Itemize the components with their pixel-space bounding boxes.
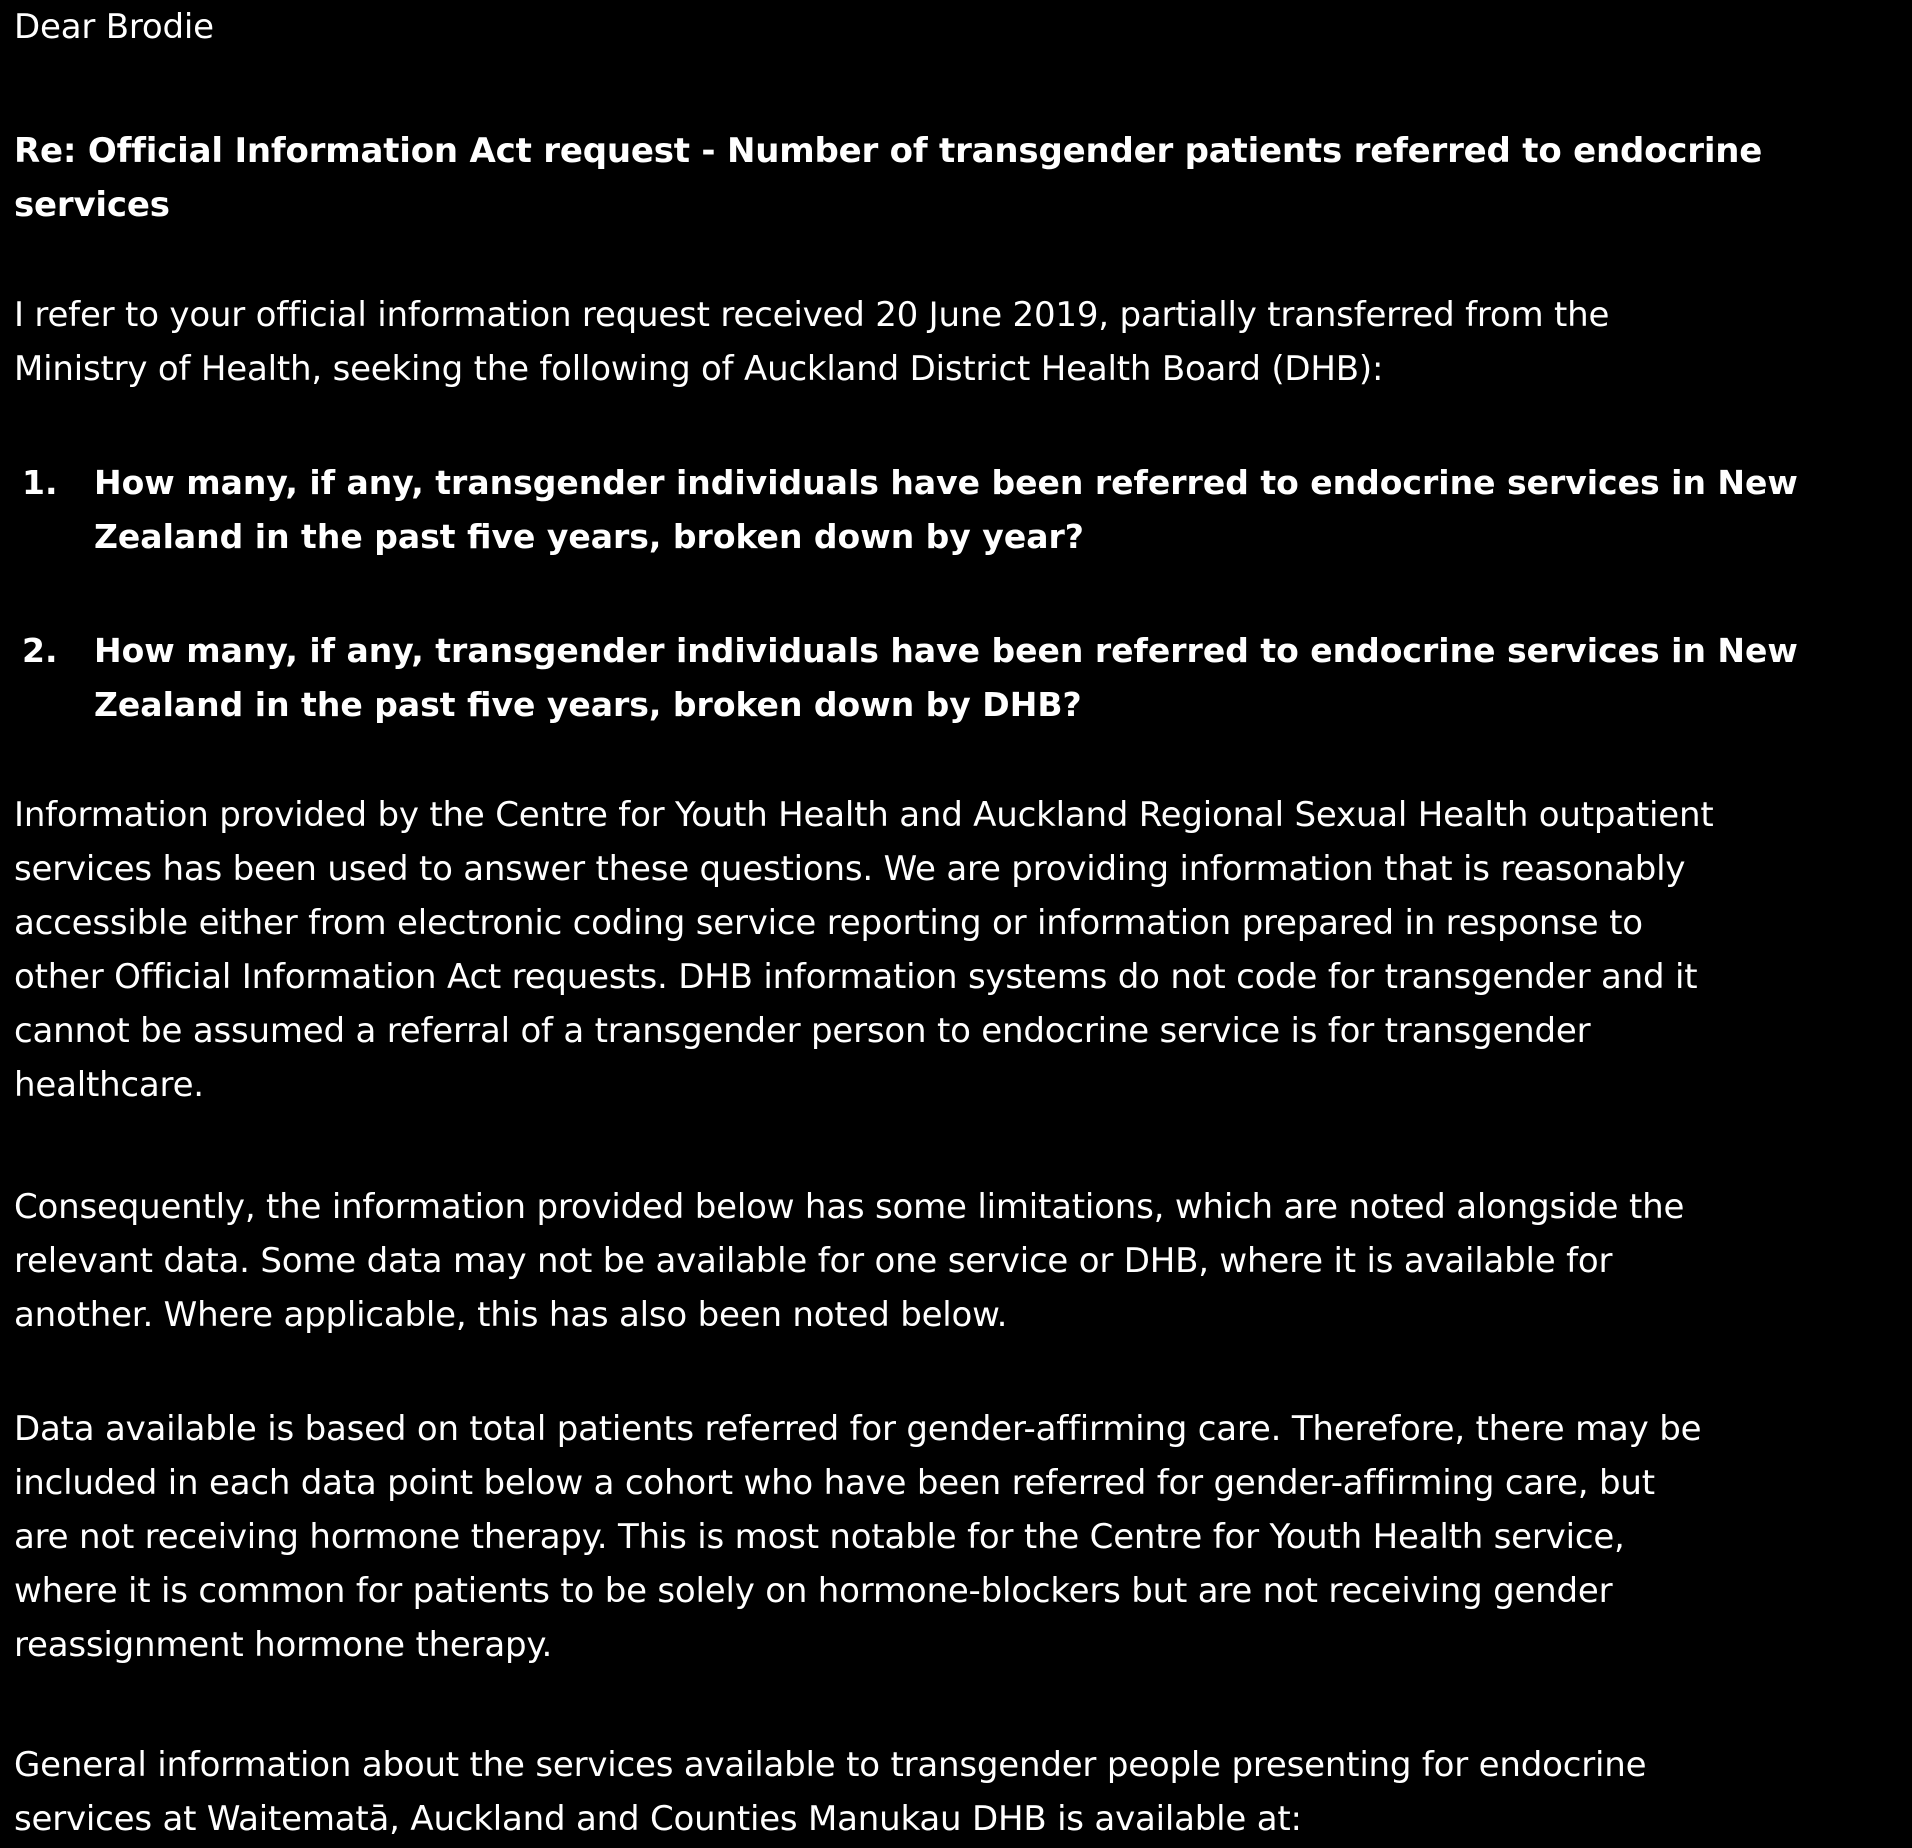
salutation-text: Dear Brodie — [14, 7, 214, 47]
paragraph-line: other Official Information Act requests. DHB information systems do not code for transgender and it — [14, 957, 1698, 997]
paragraph-line: Information provided by the Centre for Youth Health and Auckland Regional Sexual Health outpatient — [14, 795, 1714, 835]
paragraph-line: are not receiving hormone therapy. This is most notable for the Centre for Youth Health service, — [14, 1517, 1625, 1557]
intro-line: I refer to your official information request received 20 June 2019, partially transferred from the — [14, 295, 1610, 335]
intro-paragraph — [14, 288, 1609, 396]
question-item — [14, 624, 1798, 732]
paragraph-line: where it is common for patients to be solely on hormone-blockers but are not receiving gender — [14, 1571, 1613, 1611]
question-line: Zealand in the past five years, broken down by DHB? — [94, 685, 1082, 724]
subject-line: Re: Official Information Act request - Number of transgender patients referred to endocrine — [14, 131, 1763, 171]
paragraph-line: relevant data. Some data may not be available for one service or DHB, where it is available for — [14, 1241, 1613, 1281]
subject-heading — [14, 124, 1762, 232]
subject-line: services — [14, 185, 170, 225]
paragraph-line: accessible either from electronic coding service reporting or information prepared in response to — [14, 903, 1643, 943]
question-line: Zealand in the past five years, broken down by year? — [94, 517, 1084, 556]
paragraph-line: services has been used to answer these questions. We are providing information that is reasonably — [14, 849, 1686, 889]
paragraph-line: cannot be assumed a referral of a transgender person to endocrine service is for transgender — [14, 1011, 1591, 1051]
information-paragraph — [14, 788, 1713, 1112]
question-line: How many, if any, transgender individuals have been referred to endocrine services in New — [94, 631, 1798, 670]
paragraph-line: reassignment hormone therapy. — [14, 1625, 553, 1665]
question-number: 2. — [22, 631, 58, 670]
salutation — [14, 0, 214, 54]
consequently-paragraph — [14, 1180, 1684, 1342]
question-line: How many, if any, transgender individuals have been referred to endocrine services in New — [94, 463, 1798, 502]
general-information-paragraph — [14, 1738, 1646, 1846]
paragraph-line: included in each data point below a cohort who have been referred for gender-affirming care, but — [14, 1463, 1655, 1503]
paragraph-line: services at Waitematā, Auckland and Counties Manukau DHB is available at: — [14, 1799, 1302, 1839]
intro-line: Ministry of Health, seeking the following of Auckland District Health Board (DHB): — [14, 349, 1384, 389]
paragraph-line: healthcare. — [14, 1065, 204, 1105]
paragraph-line: another. Where applicable, this has also been noted below. — [14, 1295, 1008, 1335]
question-item — [14, 456, 1798, 564]
data-paragraph — [14, 1402, 1701, 1672]
question-number: 1. — [22, 463, 58, 502]
paragraph-line: Data available is based on total patients referred for gender-affirming care. Therefore, there may be — [14, 1409, 1702, 1449]
question-list — [14, 456, 1798, 732]
paragraph-line: General information about the services available to transgender people presenting for endocrine — [14, 1745, 1647, 1785]
paragraph-line: Consequently, the information provided below has some limitations, which are noted alongside the — [14, 1187, 1685, 1227]
